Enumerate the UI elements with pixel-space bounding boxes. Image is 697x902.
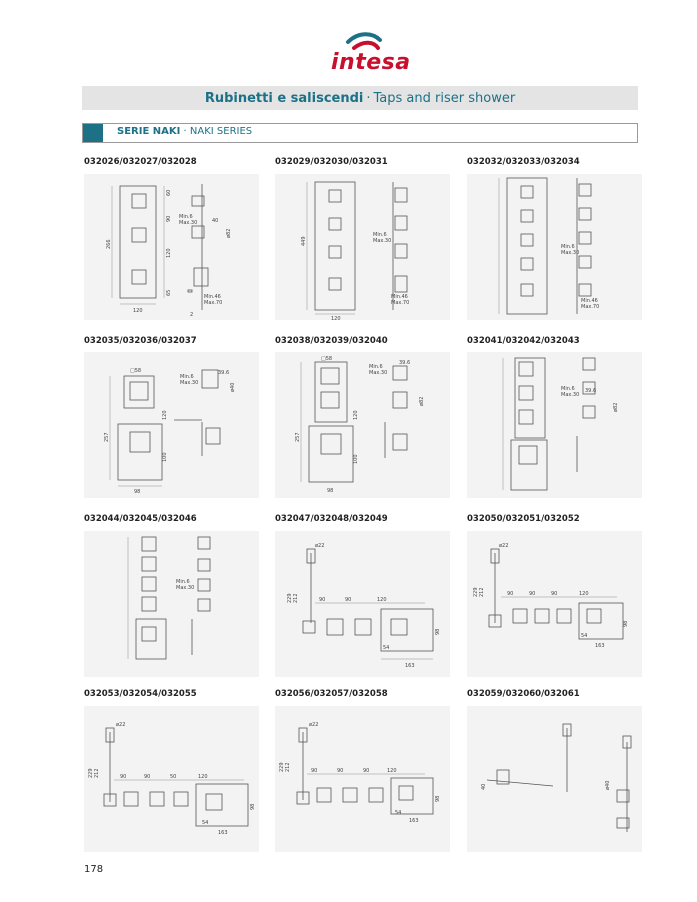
- product-code: 032026/032027/032028: [84, 157, 197, 167]
- dim-label: 212: [293, 593, 299, 603]
- technical-drawing: [275, 531, 450, 677]
- dim-label: 229: [279, 762, 285, 772]
- dim-label: ø82: [226, 228, 232, 238]
- series-accent-block: [83, 124, 103, 142]
- dim-label: 266: [106, 239, 112, 249]
- dim-label: Max.30: [176, 585, 195, 591]
- dim-label: 90: [551, 591, 558, 597]
- dim-label: 120: [377, 597, 387, 603]
- dim-label: 90: [345, 597, 352, 603]
- product-code: 032041/032042/032043: [467, 336, 580, 346]
- dim-label: ø22: [315, 543, 325, 549]
- dim-label: Min.6: [561, 386, 575, 392]
- dim-label: 257: [104, 432, 110, 442]
- dim-label: Min.46: [204, 294, 221, 300]
- dim-label: 54: [202, 820, 209, 826]
- dim-label: Min.46: [581, 298, 598, 304]
- dim-label: Max.70: [204, 300, 223, 306]
- dim-label: 120: [166, 248, 172, 258]
- dim-label: 98: [250, 803, 256, 810]
- product-code: 032038/032039/032040: [275, 336, 388, 346]
- technical-drawing: [84, 531, 259, 677]
- dim-label: Max.30: [369, 370, 388, 376]
- dim-label: 54: [383, 645, 390, 651]
- technical-drawing: [275, 174, 450, 320]
- dim-label: Min.46: [391, 294, 408, 300]
- dim-label: 90: [507, 591, 514, 597]
- series-label: [117, 126, 252, 137]
- title-italian: Rubinetti e saliscendi: [204, 90, 364, 106]
- product-code: 032047/032048/032049: [275, 514, 388, 524]
- title-english: Taps and riser shower: [373, 90, 516, 106]
- dim-label: 449: [301, 236, 307, 246]
- dim-label: ø82: [613, 402, 619, 412]
- dim-label: ø40: [230, 382, 236, 392]
- dim-label: 120: [133, 308, 143, 314]
- dim-label: 98: [327, 488, 334, 494]
- product-code: 032029/032030/032031: [275, 157, 388, 167]
- dim-label: Min.6: [180, 374, 194, 380]
- dim-label: 229: [88, 768, 94, 778]
- dim-label: ø82: [419, 396, 425, 406]
- dim-label: Min.6: [179, 214, 193, 220]
- dim-label: Max.30: [561, 250, 580, 256]
- dim-label: 212: [94, 768, 100, 778]
- technical-drawing: [84, 706, 259, 852]
- dim-label: 229: [473, 587, 479, 597]
- series-separator: ·: [183, 126, 187, 137]
- dim-label: Max.30: [561, 392, 580, 398]
- dim-label: Max.70: [391, 300, 410, 306]
- dim-label: □58: [130, 368, 142, 374]
- dim-label: ø22: [116, 722, 126, 728]
- dim-label: 98: [435, 795, 441, 802]
- dim-label: 40: [212, 218, 219, 224]
- dim-label: 39.6: [585, 388, 597, 394]
- dim-label: 65: [166, 289, 172, 296]
- technical-drawing: [275, 352, 450, 498]
- title-separator: ·: [366, 90, 371, 106]
- dim-label: 120: [353, 410, 359, 420]
- dim-label: 212: [285, 762, 291, 772]
- series-name-english: NAKI SERIES: [189, 126, 253, 137]
- dim-label: 40: [481, 783, 487, 790]
- dim-label: ø22: [309, 722, 319, 728]
- dim-label: ø40: [605, 780, 611, 790]
- dim-label: Max.30: [179, 220, 198, 226]
- dim-label: 229: [287, 593, 293, 603]
- product-code: 032044/032045/032046: [84, 514, 197, 524]
- dim-label: 90: [311, 768, 318, 774]
- dim-label: 90: [120, 774, 127, 780]
- dim-label: 100: [353, 454, 359, 464]
- dim-label: Min.6: [561, 244, 575, 250]
- dim-label: 100: [162, 452, 168, 462]
- dim-label: 60: [166, 189, 172, 196]
- product-code: 032053/032054/032055: [84, 689, 197, 699]
- series-name-italian: SERIE NAKI: [117, 126, 181, 137]
- dim-label: 39.6: [218, 370, 230, 376]
- dim-label: Min.6: [176, 579, 190, 585]
- dim-label: 120: [387, 768, 397, 774]
- technical-drawing: [467, 352, 642, 498]
- dim-label: 39.6: [399, 360, 411, 366]
- dim-label: 90: [144, 774, 151, 780]
- dim-label: 163: [595, 643, 605, 649]
- technical-drawing: [84, 352, 259, 498]
- dim-label: 163: [409, 818, 419, 824]
- technical-drawing: [467, 706, 642, 852]
- dim-label: 120: [579, 591, 589, 597]
- product-code: 032056/032057/032058: [275, 689, 388, 699]
- page-number: 178: [84, 864, 104, 875]
- dim-label: 50: [170, 774, 177, 780]
- dim-label: 163: [405, 663, 415, 669]
- technical-drawing: [467, 174, 642, 320]
- dim-label: Max.30: [373, 238, 392, 244]
- technical-drawing: [84, 174, 259, 320]
- dim-label: ø22: [499, 543, 509, 549]
- product-code: 032032/032033/032034: [467, 157, 580, 167]
- product-code: 032035/032036/032037: [84, 336, 197, 346]
- page-title-bar: [82, 86, 638, 110]
- dim-label: 120: [162, 410, 168, 420]
- dim-label: 54: [581, 633, 588, 639]
- dim-label: Max.30: [180, 380, 199, 386]
- technical-drawing: [275, 706, 450, 852]
- product-code: 032059/032060/032061: [467, 689, 580, 699]
- dim-label: 212: [479, 587, 485, 597]
- dim-label: 98: [623, 620, 629, 627]
- series-bar: [82, 123, 638, 143]
- dim-label: 98: [435, 628, 441, 635]
- dim-label: 163: [218, 830, 228, 836]
- dim-label: 120: [331, 316, 341, 320]
- brand-logo: intesa: [331, 50, 411, 75]
- dim-label: 90: [166, 215, 172, 222]
- dim-label: 90: [337, 768, 344, 774]
- dim-label: Min.6: [373, 232, 387, 238]
- dim-label: 90: [319, 597, 326, 603]
- dim-label: Min.6: [369, 364, 383, 370]
- dim-label: 2: [190, 312, 194, 318]
- product-code: 032050/032051/032052: [467, 514, 580, 524]
- technical-drawing: [467, 531, 642, 677]
- dim-label: □58: [321, 356, 333, 362]
- dim-label: 54: [395, 810, 402, 816]
- dim-label: 90: [529, 591, 536, 597]
- dim-label: 120: [198, 774, 208, 780]
- dim-label: Max.70: [581, 304, 600, 310]
- dim-label: 257: [295, 432, 301, 442]
- dim-label: 98: [134, 489, 141, 495]
- dim-label: 90: [363, 768, 370, 774]
